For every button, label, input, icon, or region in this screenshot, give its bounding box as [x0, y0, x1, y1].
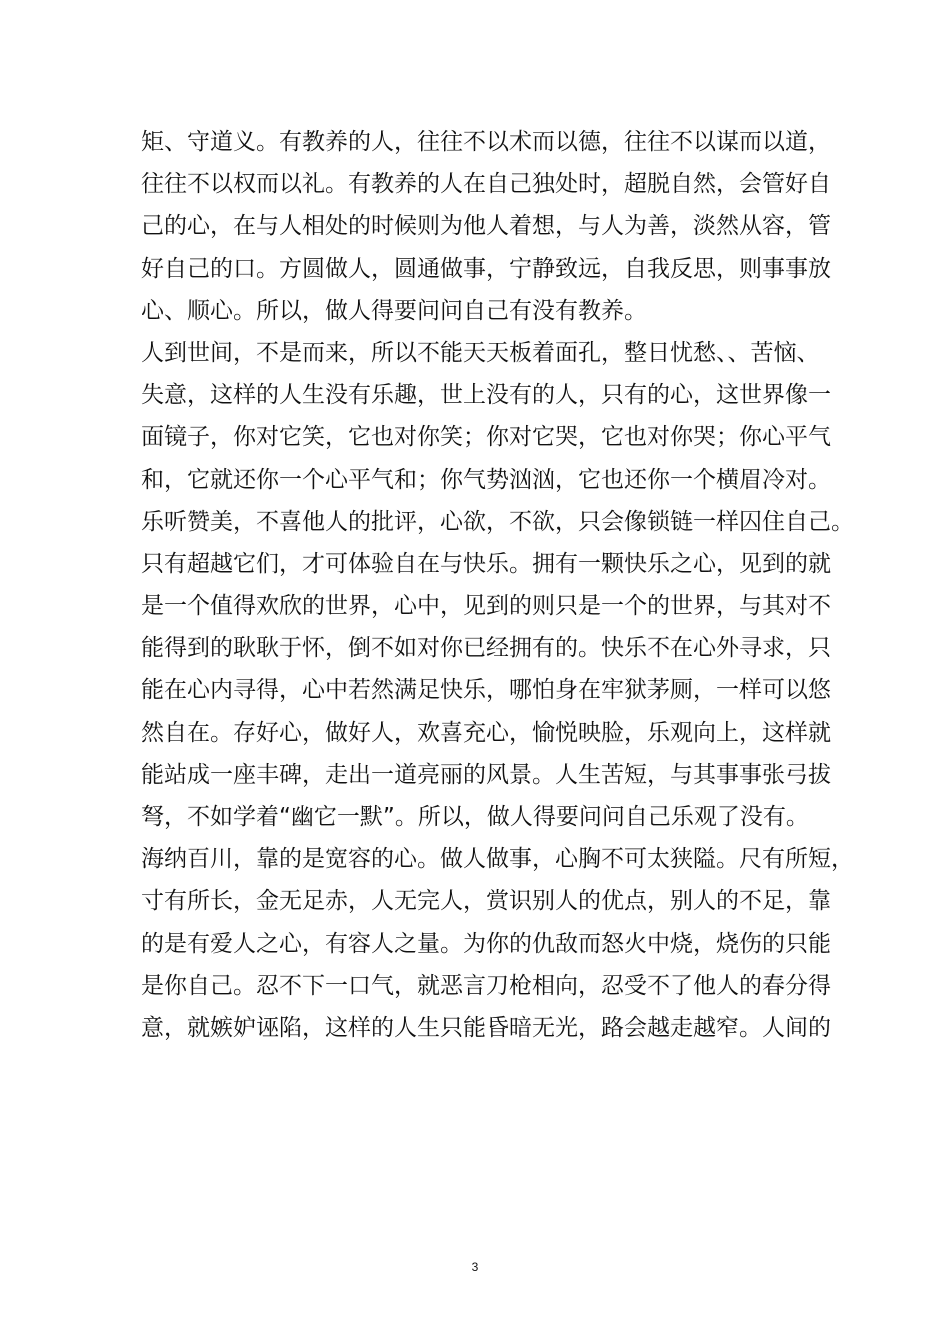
- text-line: 寸有所长，金无足赤，人无完人，赏识别人的优点，别人的不足，靠: [141, 888, 831, 915]
- text-line: 海纳百川，靠的是宽容的心。做人做事，心胸不可太狭隘。尺有所短，: [141, 846, 854, 873]
- text-line: 只有超越它们，才可体验自在与快乐。拥有一颗快乐之心，见到的就: [141, 550, 831, 577]
- text-line: 己的心，在与人相处的时候则为他人着想，与人为善，淡然从容，管: [141, 213, 831, 240]
- text-line: 能站成一座丰碑，走出一道亮丽的风景。人生苦短，与其事事张弓拔: [141, 761, 831, 788]
- text-line: 人到世间，不是而来，所以不能天天板着面孔，整日忧愁、、苦恼、: [141, 339, 820, 366]
- text-line: 心、顺心。所以，做人得要问问自己有没有教养。: [141, 297, 647, 324]
- text-line: 是一个值得欢欣的世界，心中，见到的则只是一个的世界，与其对不: [141, 593, 831, 620]
- text-line: 面镜子，你对它笑，它也对你笑；你对它哭，它也对你哭；你心平气: [141, 424, 831, 451]
- text-line: 的是有爱人之心，有容人之量。为你的仇敌而怒火中烧，烧伤的只能: [141, 930, 831, 957]
- page-number: 3: [471, 1260, 479, 1274]
- text-line: 好自己的口。方圆做人，圆通做事，宁静致远，自我反思，则事事放: [141, 255, 831, 282]
- text-line: 然自在。存好心，做好人，欢喜充心，愉悦映脸，乐观向上，这样就: [141, 719, 831, 746]
- body-text: [141, 121, 854, 1049]
- text-line: 弩，不如学着“幽它一默”。所以，做人得要问问自己乐观了没有。: [141, 804, 809, 830]
- text-line: 矩、守道义。有教养的人，往往不以术而以德，往往不以谋而以道，: [141, 129, 831, 155]
- text-line: 意，就嫉妒诬陷，这样的人生只能昏暗无光，路会越走越窄。人间的: [141, 1014, 831, 1041]
- text-line: 失意，这样的人生没有乐趣，世上没有的人，只有的心，这世界像一: [141, 382, 831, 409]
- text-line: 往往不以权而以礼。有教养的人在自己独处时，超脱自然，会管好自: [141, 171, 831, 198]
- text-line: 能得到的耿耿于怀，倒不如对你已经拥有的。快乐不在心外寻求，只: [141, 635, 831, 662]
- text-line: 乐听赞美，不喜他人的批评，心欲，不欲，只会像锁链一样囚住自己。: [141, 508, 854, 535]
- text-line: 是你自己。忍不下一口气，就恶言刀枪相向，忍受不了他人的春分得: [141, 972, 831, 999]
- text-line: 能在心内寻得，心中若然满足快乐，哪怕身在牢狱茅厕，一样可以悠: [141, 677, 831, 704]
- text-line: 和，它就还你一个心平气和；你气势汹汹，它也还你一个横眉冷对。: [141, 466, 831, 493]
